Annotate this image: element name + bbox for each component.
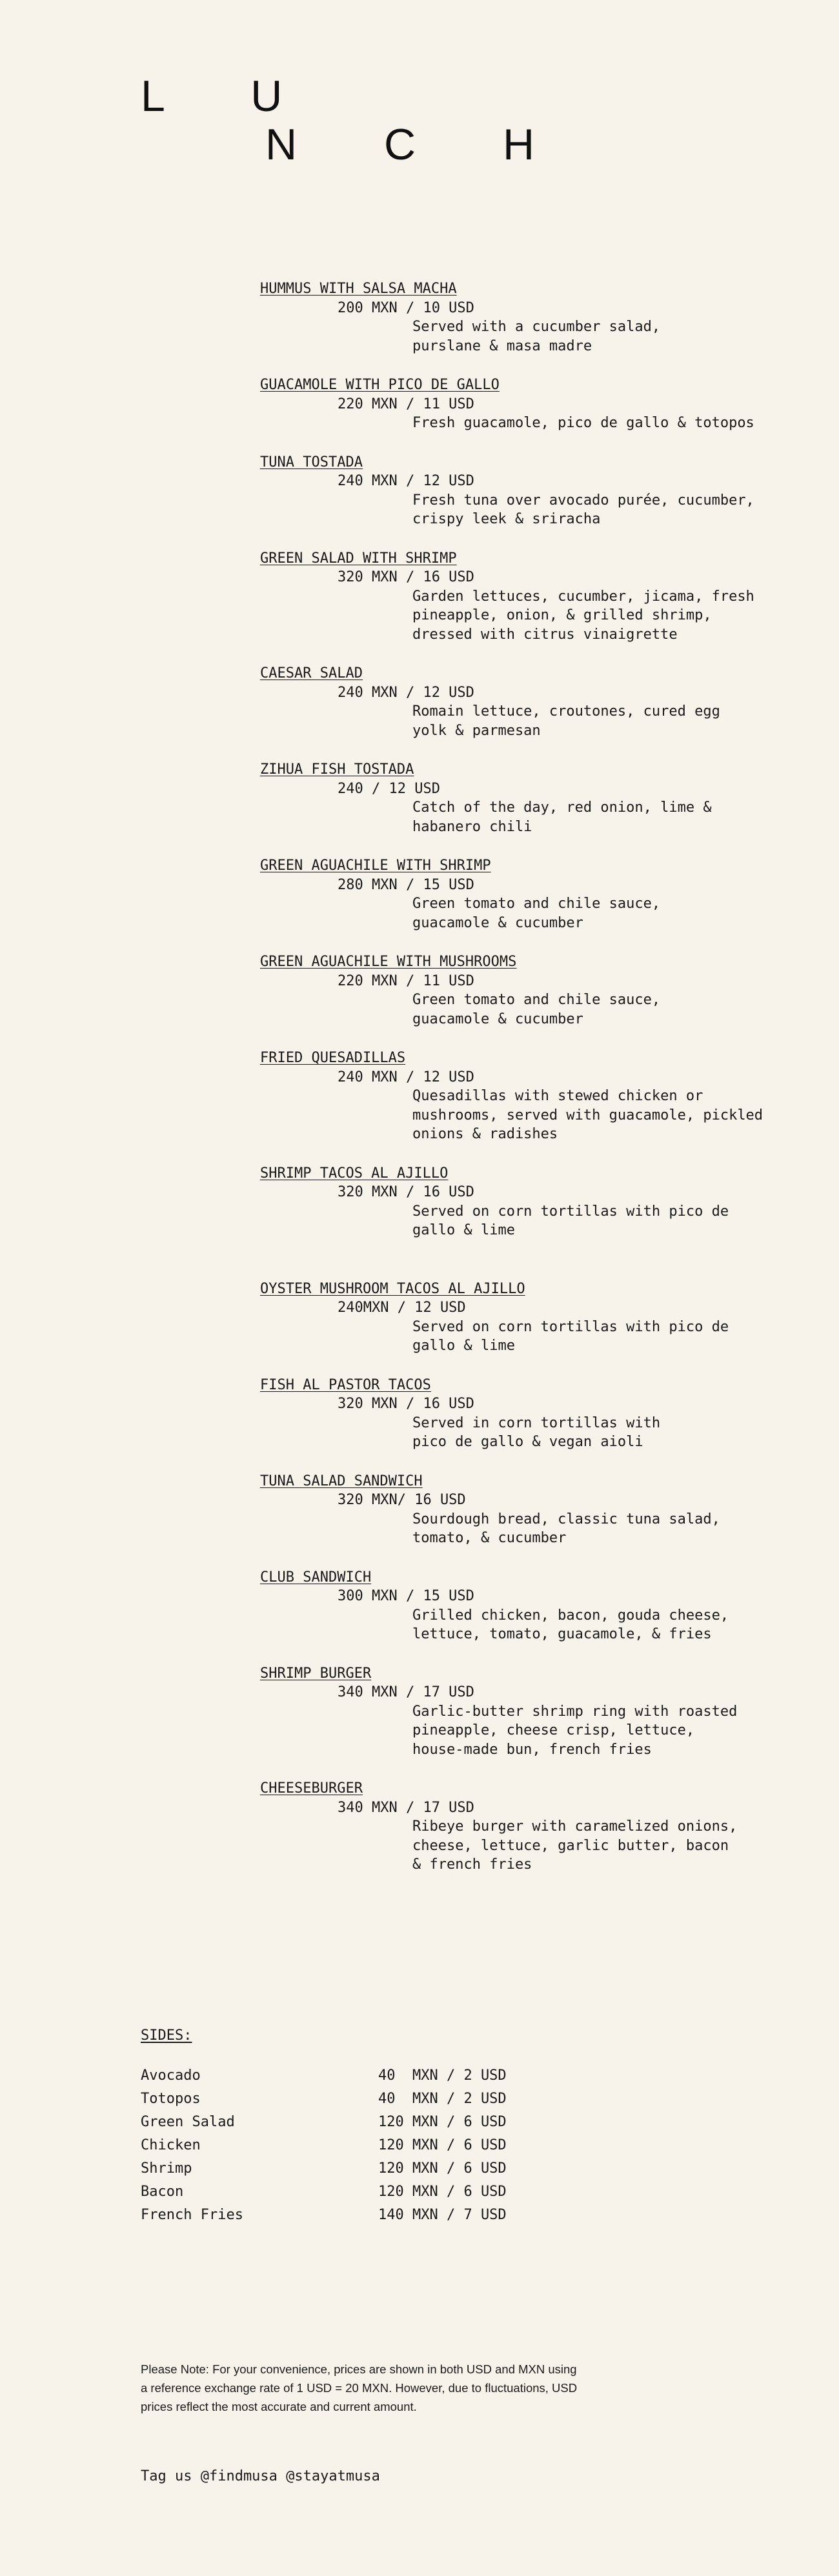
- menu-item: [260, 1164, 828, 1240]
- menu-item: [260, 376, 828, 433]
- menu-item-price: 220 MXN / 11 USD: [338, 396, 474, 412]
- side-item-name: Chicken: [141, 2137, 201, 2153]
- menu-item-description: Ribeye burger with caramelized onions, cheese, lettuce, garlic butter, bacon & french fries: [412, 1818, 738, 1873]
- side-item: [141, 2134, 507, 2157]
- menu-item-name: OYSTER MUSHROOM TACOS AL AJILLO: [260, 1280, 525, 1297]
- exchange-rate-note: Please Note: For your convenience, prices are shown in both USD and MXN using a reference exchange rate of 1 USD = 20 MXN. However, due to fluctuations, USD prices reflect the most accurate and current amount.: [141, 2362, 578, 2413]
- side-item-name: Bacon: [141, 2183, 184, 2200]
- menu-item-price: 300 MXN / 15 USD: [338, 1588, 474, 1604]
- menu-title-line-2: N C H: [265, 120, 572, 169]
- menu-item-name: TUNA SALAD SANDWICH: [260, 1473, 423, 1489]
- menu-item-description: Grilled chicken, bacon, gouda cheese, lettuce, tomato, guacamole, & fries: [412, 1607, 729, 1642]
- menu-title-line-1: L U: [141, 72, 320, 121]
- menu-item-description: Fresh tuna over avocado purée, cucumber, crispy leek & sriracha: [412, 492, 754, 527]
- menu-item-name: CHEESEBURGER: [260, 1780, 363, 1796]
- menu-item-price: 320 MXN/ 16 USD: [338, 1492, 466, 1508]
- menu-item-description: Catch of the day, red onion, lime & habanero chili: [412, 800, 712, 835]
- menu-item-name: TUNA TOSTADA: [260, 454, 363, 470]
- menu-item-name: CLUB SANDWICH: [260, 1569, 372, 1585]
- menu-item: [260, 549, 828, 645]
- menu-item-description: Served in corn tortillas with pico de gallo & vegan aioli: [412, 1414, 661, 1450]
- menu-item-name: GREEN AGUACHILE WITH MUSHROOMS: [260, 954, 517, 970]
- menu-item-description: Fresh guacamole, pico de gallo & totopos: [412, 415, 754, 431]
- menu-item-description: Garden lettuces, cucumber, jicama, fresh pineapple, onion, & grilled shrimp, dressed with citrus vinaigrette: [412, 588, 754, 643]
- menu-item: [260, 453, 828, 529]
- social-tag: Tag us @findmusa @stayatmusa: [141, 2468, 380, 2484]
- side-item-price: 40 MXN / 2 USD: [378, 2090, 507, 2107]
- menu-item-price: 240 MXN / 12 USD: [338, 473, 474, 489]
- menu-item-name: GUACAMOLE WITH PICO DE GALLO: [260, 377, 500, 393]
- side-item: [141, 2064, 507, 2088]
- side-item: [141, 2157, 507, 2180]
- menu-item-price: 320 MXN / 16 USD: [338, 1396, 474, 1412]
- menu-item-price: 340 MXN / 17 USD: [338, 1799, 474, 1816]
- menu-item: [260, 1376, 828, 1452]
- side-item: [141, 2180, 507, 2204]
- menu-item-price: 240 MXN / 12 USD: [338, 1069, 474, 1085]
- side-item: [141, 2204, 507, 2227]
- side-item-name: Totopos: [141, 2090, 201, 2107]
- sides-section: [141, 2026, 507, 2227]
- menu-item-name: ZIHUA FISH TOSTADA: [260, 761, 414, 778]
- menu-item-price: 200 MXN / 10 USD: [338, 299, 474, 316]
- menu-item-price: 240 MXN / 12 USD: [338, 684, 474, 701]
- side-item-name: Shrimp: [141, 2160, 192, 2177]
- menu-item-name: GREEN SALAD WITH SHRIMP: [260, 550, 457, 567]
- menu-item: [260, 1472, 828, 1548]
- side-item-price: 120 MXN / 6 USD: [378, 2113, 507, 2130]
- menu-item: [260, 1779, 828, 1875]
- menu-item-name: FISH AL PASTOR TACOS: [260, 1376, 431, 1393]
- menu-item: [260, 760, 828, 836]
- side-item-price: 140 MXN / 7 USD: [378, 2206, 507, 2223]
- side-item-price: 40 MXN / 2 USD: [378, 2067, 507, 2084]
- side-item-price: 120 MXN / 6 USD: [378, 2137, 507, 2153]
- menu-item-price: 280 MXN / 15 USD: [338, 876, 474, 893]
- side-item: [141, 2111, 507, 2134]
- menu-item-name: SHRIMP TACOS AL AJILLO: [260, 1165, 449, 1182]
- menu-item: [260, 1280, 828, 1356]
- menu-item-name: HUMMUS WITH SALSA MACHA: [260, 281, 457, 297]
- menu-item-description: Served with a cucumber salad, purslane & masa madre: [412, 319, 661, 354]
- side-item-name: Green Salad: [141, 2113, 235, 2130]
- menu-item: [260, 1568, 828, 1644]
- menu-item-price: 240 / 12 USD: [338, 780, 440, 797]
- menu-item-name: SHRIMP BURGER: [260, 1665, 372, 1682]
- menu-item: [260, 1664, 828, 1760]
- lunch-menu: [260, 279, 828, 1895]
- menu-item: [260, 856, 828, 932]
- menu-item-price: 240MXN / 12 USD: [338, 1300, 466, 1316]
- menu-item-description: Green tomato and chile sauce, guacamole & cucumber: [412, 896, 661, 931]
- side-item-price: 120 MXN / 6 USD: [378, 2160, 507, 2177]
- menu-item: [260, 664, 828, 740]
- menu-item: [260, 1049, 828, 1144]
- side-item-price: 120 MXN / 6 USD: [378, 2183, 507, 2200]
- menu-item-name: GREEN AGUACHILE WITH SHRIMP: [260, 858, 491, 874]
- menu-item-price: 320 MXN / 16 USD: [338, 1184, 474, 1200]
- side-item: [141, 2088, 507, 2111]
- menu-item-price: 340 MXN / 17 USD: [338, 1684, 474, 1700]
- menu-item-description: Romain lettuce, croutones, cured egg yolk & parmesan: [412, 703, 720, 739]
- sides-heading: SIDES:: [141, 2028, 192, 2044]
- menu-item-description: Served on corn tortillas with pico de gallo & lime: [412, 1203, 729, 1238]
- menu-item-description: Garlic-butter shrimp ring with roasted pineapple, cheese crisp, lettuce, house-made bun, french fries: [412, 1703, 738, 1758]
- menu-item-description: Served on corn tortillas with pico de gallo & lime: [412, 1318, 729, 1354]
- menu-item-description: Green tomato and chile sauce, guacamole & cucumber: [412, 992, 661, 1027]
- menu-item-price: 220 MXN / 11 USD: [338, 972, 474, 989]
- side-item-name: French Fries: [141, 2206, 243, 2223]
- menu-item-price: 320 MXN / 16 USD: [338, 569, 474, 585]
- menu-item: [260, 952, 828, 1029]
- menu-item-name: FRIED QUESADILLAS: [260, 1050, 406, 1066]
- menu-item-description: Sourdough bread, classic tuna salad, tomato, & cucumber: [412, 1511, 720, 1546]
- menu-item-name: CAESAR SALAD: [260, 665, 363, 681]
- side-item-name: Avocado: [141, 2067, 201, 2084]
- menu-item-description: Quesadillas with stewed chicken or mushrooms, served with guacamole, pickled onions & radishes: [412, 1088, 763, 1142]
- menu-item: [260, 279, 828, 356]
